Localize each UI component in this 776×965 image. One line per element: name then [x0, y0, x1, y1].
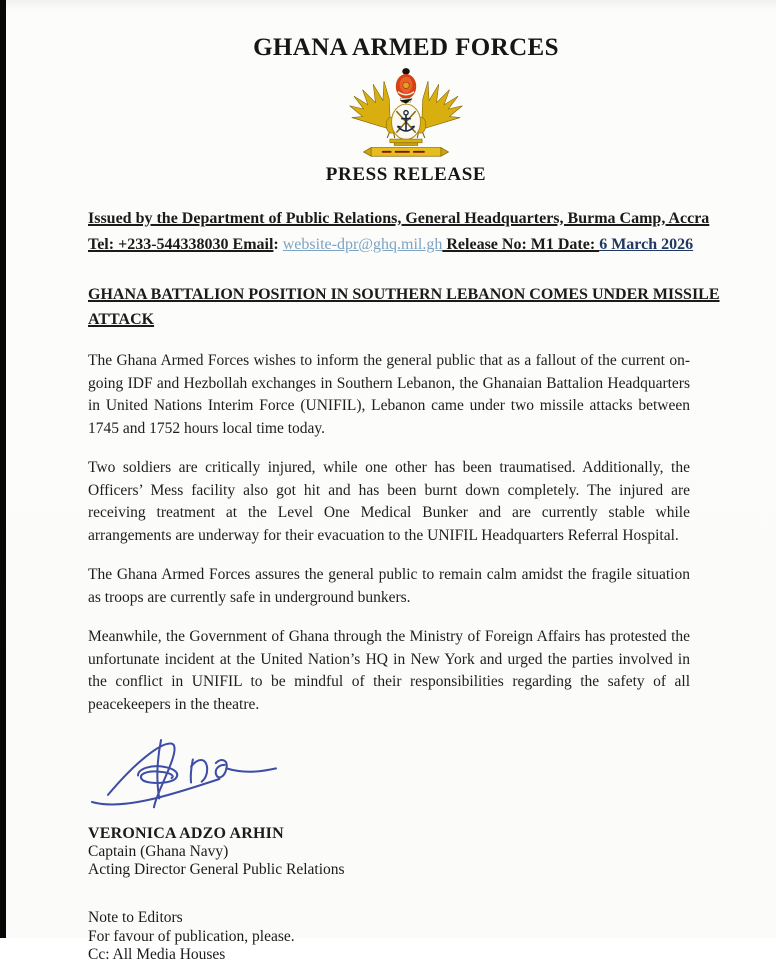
paragraph-3: The Ghana Armed Forces assures the general public to remain calm amidst the fragile situation as troops are currently safe in underground bunkers. — [88, 566, 690, 606]
paragraph-1: The Ghana Armed Forces wishes to inform the general public that as a fallout of the current on-going IDF and Hezbollah exchanges in Southern Lebanon, the Ghanaian Battalion Headquarters in United Nations Interim Force (UNIFIL), Lebanon came under two missile attacks between 1745 and 1752 hours local time today. — [88, 352, 690, 437]
signatory-name: VERONICA ADZO ARHIN — [88, 825, 284, 842]
email-link[interactable]: website-dpr@ghq.mil.gh — [282, 236, 443, 253]
scan-edge-bar — [0, 0, 6, 938]
tel-email-label: Tel: +233-544338030 Email — [88, 236, 274, 253]
crest-container — [88, 66, 724, 160]
doc-title: GHANA ARMED FORCES — [253, 34, 559, 61]
ghana-armed-forces-crest-icon — [344, 66, 468, 160]
release-date-value: 6 March 2026 — [599, 236, 694, 253]
signatory-rank: Captain (Ghana Navy) — [88, 843, 229, 860]
release-date-label: Release No: M1 Date: — [442, 236, 600, 253]
cc-line: Cc: All Media Houses — [88, 946, 226, 963]
signatory-role: Acting Director General Public Relations — [88, 861, 345, 878]
signature-container — [84, 733, 724, 817]
contact-line — [88, 232, 724, 258]
colon-separator: : — [273, 236, 283, 253]
note-publication-line: For favour of publication, please. — [88, 927, 295, 945]
paragraph-4: Meanwhile, the Government of Ghana through the Ministry of Foreign Affairs has protested the unfortunate incident at the United Nation’s HQ in New York and urged the parties involved in the conflict in UNIFIL to be mindful of their responsibilities regarding the safety of all peacekeepers in the theatre. — [88, 628, 690, 713]
headline: GHANA BATTALION POSITION IN SOUTHERN LEBANON COMES UNDER MISSILE ATTACK — [88, 286, 720, 328]
issued-line-text: Issued by the Department of Public Relations, General Headquarters, Burma Camp, Accra — [88, 210, 710, 227]
signatory-block — [88, 825, 724, 879]
signature-icon — [84, 733, 284, 817]
note-to-editors-block — [88, 909, 724, 965]
issued-line — [88, 206, 724, 232]
note-heading: Note to Editors — [88, 909, 183, 926]
press-release-label: PRESS RELEASE — [325, 164, 487, 185]
paragraph-2: Two soldiers are critically injured, while one other has been traumatised. Additionally, the Officers’ Mess facility also got hit and has been burnt down completely. The injured are receiving treatment at the Level One Medical Bunker and are currently stable while arrangements are underway for their evacuation to the UNIFIL Headquarters Referral Hospital. — [88, 459, 690, 544]
